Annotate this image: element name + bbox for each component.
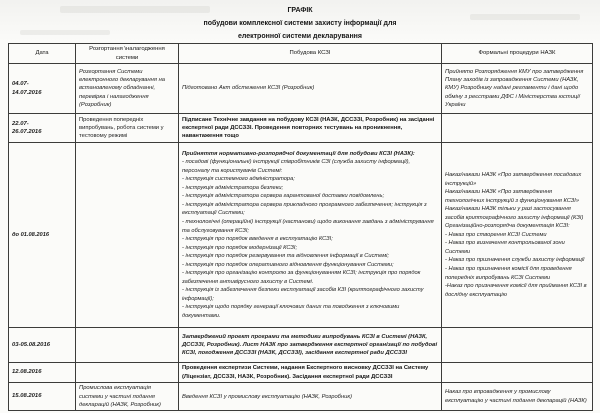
title-line-1: ГРАФІК (287, 7, 313, 14)
row-2-nazk (442, 114, 593, 143)
row-2-date: 22.07- 26.07.2016 (9, 114, 76, 143)
row-2-kszi: Підписане Технічне завдання на побудову КСЗІ (НАЗК, ДССЗЗІ, Розробник) на засіданні експертної ради ДССЗЗІ. Проведення повторних тестувань на проникнення, навантаження тощо (179, 114, 442, 143)
row-5-nazk (442, 363, 593, 383)
column-header-nazk: Формальні процедури НАЗК (442, 44, 593, 64)
row-3-date: до 01.08.2016 (9, 143, 76, 328)
column-header-date: Дата (9, 44, 76, 64)
title-line-2: побудови комплексної системи захисту інформації для (203, 20, 397, 27)
table-row (9, 114, 593, 143)
column-header-deploy: Розгортання \налагодження системи (76, 44, 179, 64)
row-3-deploy (76, 143, 179, 328)
row-3-kszi-items: - посадові (функціональні) інструкції співробітників СЗІ (служба захисту інформації), персоналу та користувачів Системі: - інструкція системного адміністратора; - інструкція адміністратора безпеки; - інструкція адміністратора сервера гарантованої доставки повідомлень; - інструкція адміністратора сервера прикладного програмного забезпечення; інструкція з експлуатації Системи; - технологічні (операційні) інструкції (настанови) щодо виконання завдань з адміністрування та обслуговування КСЗІ; - інструкція про порядок введення в експлуатацію КСЗІ; - інструкція про порядок модернізації КСЗІ; - інструкція про порядок резервування та відновлення інформації в Системі; - інструкція про порядок оперативного відновлення функціонування Системи; - інструкція про організацію контролю за функціонуванням КСЗІ; інструкція про порядок забезпечення антивірусного захисту в Системі. - інструкція із забезпечення безпеки експлуатації засобів КЗІ (криптографічного захисту інформації); - інструкція щодо порядку генерації ключових даних та поводження з ключовими документами. (182, 159, 434, 319)
row-1-nazk: Прийнято Розпорядження КМУ про затвердження Плану заходів із запровадження Системи (НАЗК, КМУ) Розробнику надані регламенти і дані щодо обміну з реєстрами ДФС і Міністерства юстиції України (442, 64, 593, 114)
row-2-deploy: Проведення попередніх випробувань, робота системи у тестовому режимі (76, 114, 179, 143)
table-row (9, 383, 593, 411)
row-1-deploy: Розгортання Системи електронного декларування на встановленому обладнанні, перевірка і налагодження (Розробник) (76, 64, 179, 114)
document-title (0, 4, 600, 43)
row-6-kszi: Введення КСЗІ у промислову експлуатацію (НАЗК, Розробник) (179, 383, 442, 411)
row-6-deploy: Промислова експлуатація системи у частині подання декларацій (НАЗК, Розробник) (76, 383, 179, 411)
row-3-kszi-heading: Прийняття нормативно-розпорядчої документації для побудови КСЗІ (НАЗК): (182, 150, 415, 157)
table-row (9, 328, 593, 363)
title-line-3: електронної системи декларування (237, 33, 362, 40)
row-3-kszi (179, 143, 442, 328)
row-4-deploy (76, 328, 179, 363)
row-5-kszi: Проведення експертизи Системи, надання Експертного висновку ДССЗЗІ на Систему (Ліцензіат, ДССЗЗІ, НАЗК, Розробник). Засідання експертної ради ДССЗЗІ (179, 363, 442, 383)
row-4-nazk (442, 328, 593, 363)
table-row (9, 143, 593, 328)
row-6-date: 15.08.2016 (9, 383, 76, 411)
row-5-date: 12.08.2016 (9, 363, 76, 383)
schedule-table (8, 43, 593, 411)
row-6-nazk: Наказ про впровадження у промислову експлуатацію у частині подання декларацій (НАЗК) (442, 383, 593, 411)
row-3-nazk: Наказ/накази НАЗК «Про затвердження посадових інструкцій» Наказ/накази НАЗК «Про затвердження технологічних інструкцій з функціонування КСЗІ» Наказ/накази НАЗК тільки у разі застосування засобів криптографічного захисту інформації (КЗІ) Організаційно-розпорядча документація КСЗІ: - Наказ про створення КСЗІ Системи - Наказ про визначення контрольованої зони Системи - Наказ про призначення служби захисту інформації - Наказ про призначення комісії для проведення попередніх випробувань КСЗІ Системи -Наказ про призначення комісії для приймання КСЗІ в дослідну експлуатацію (442, 143, 593, 328)
header-row (9, 44, 593, 64)
row-4-date: 03-05.08.2016 (9, 328, 76, 363)
row-1-kszi: Підготовано Акт обстеження КСЗІ (Розробник) (179, 64, 442, 114)
table-row (9, 64, 593, 114)
row-5-deploy (76, 363, 179, 383)
table-row (9, 363, 593, 383)
column-header-kszi: Побудова КСЗІ (179, 44, 442, 64)
row-1-date: 04.07- 14.07.2016 (9, 64, 76, 114)
row-4-kszi: Затверджений проект програми та методики випробувань КСЗІ в Системі (НАЗК, ДССЗЗІ, Розробник). Лист НАЗК про затвердження експертної організації по побудові КСЗІ, погодження ДССЗЗІ (НАЗК, ДССЗЗІ), засідання експертної ради ДССЗЗІ (179, 328, 442, 363)
